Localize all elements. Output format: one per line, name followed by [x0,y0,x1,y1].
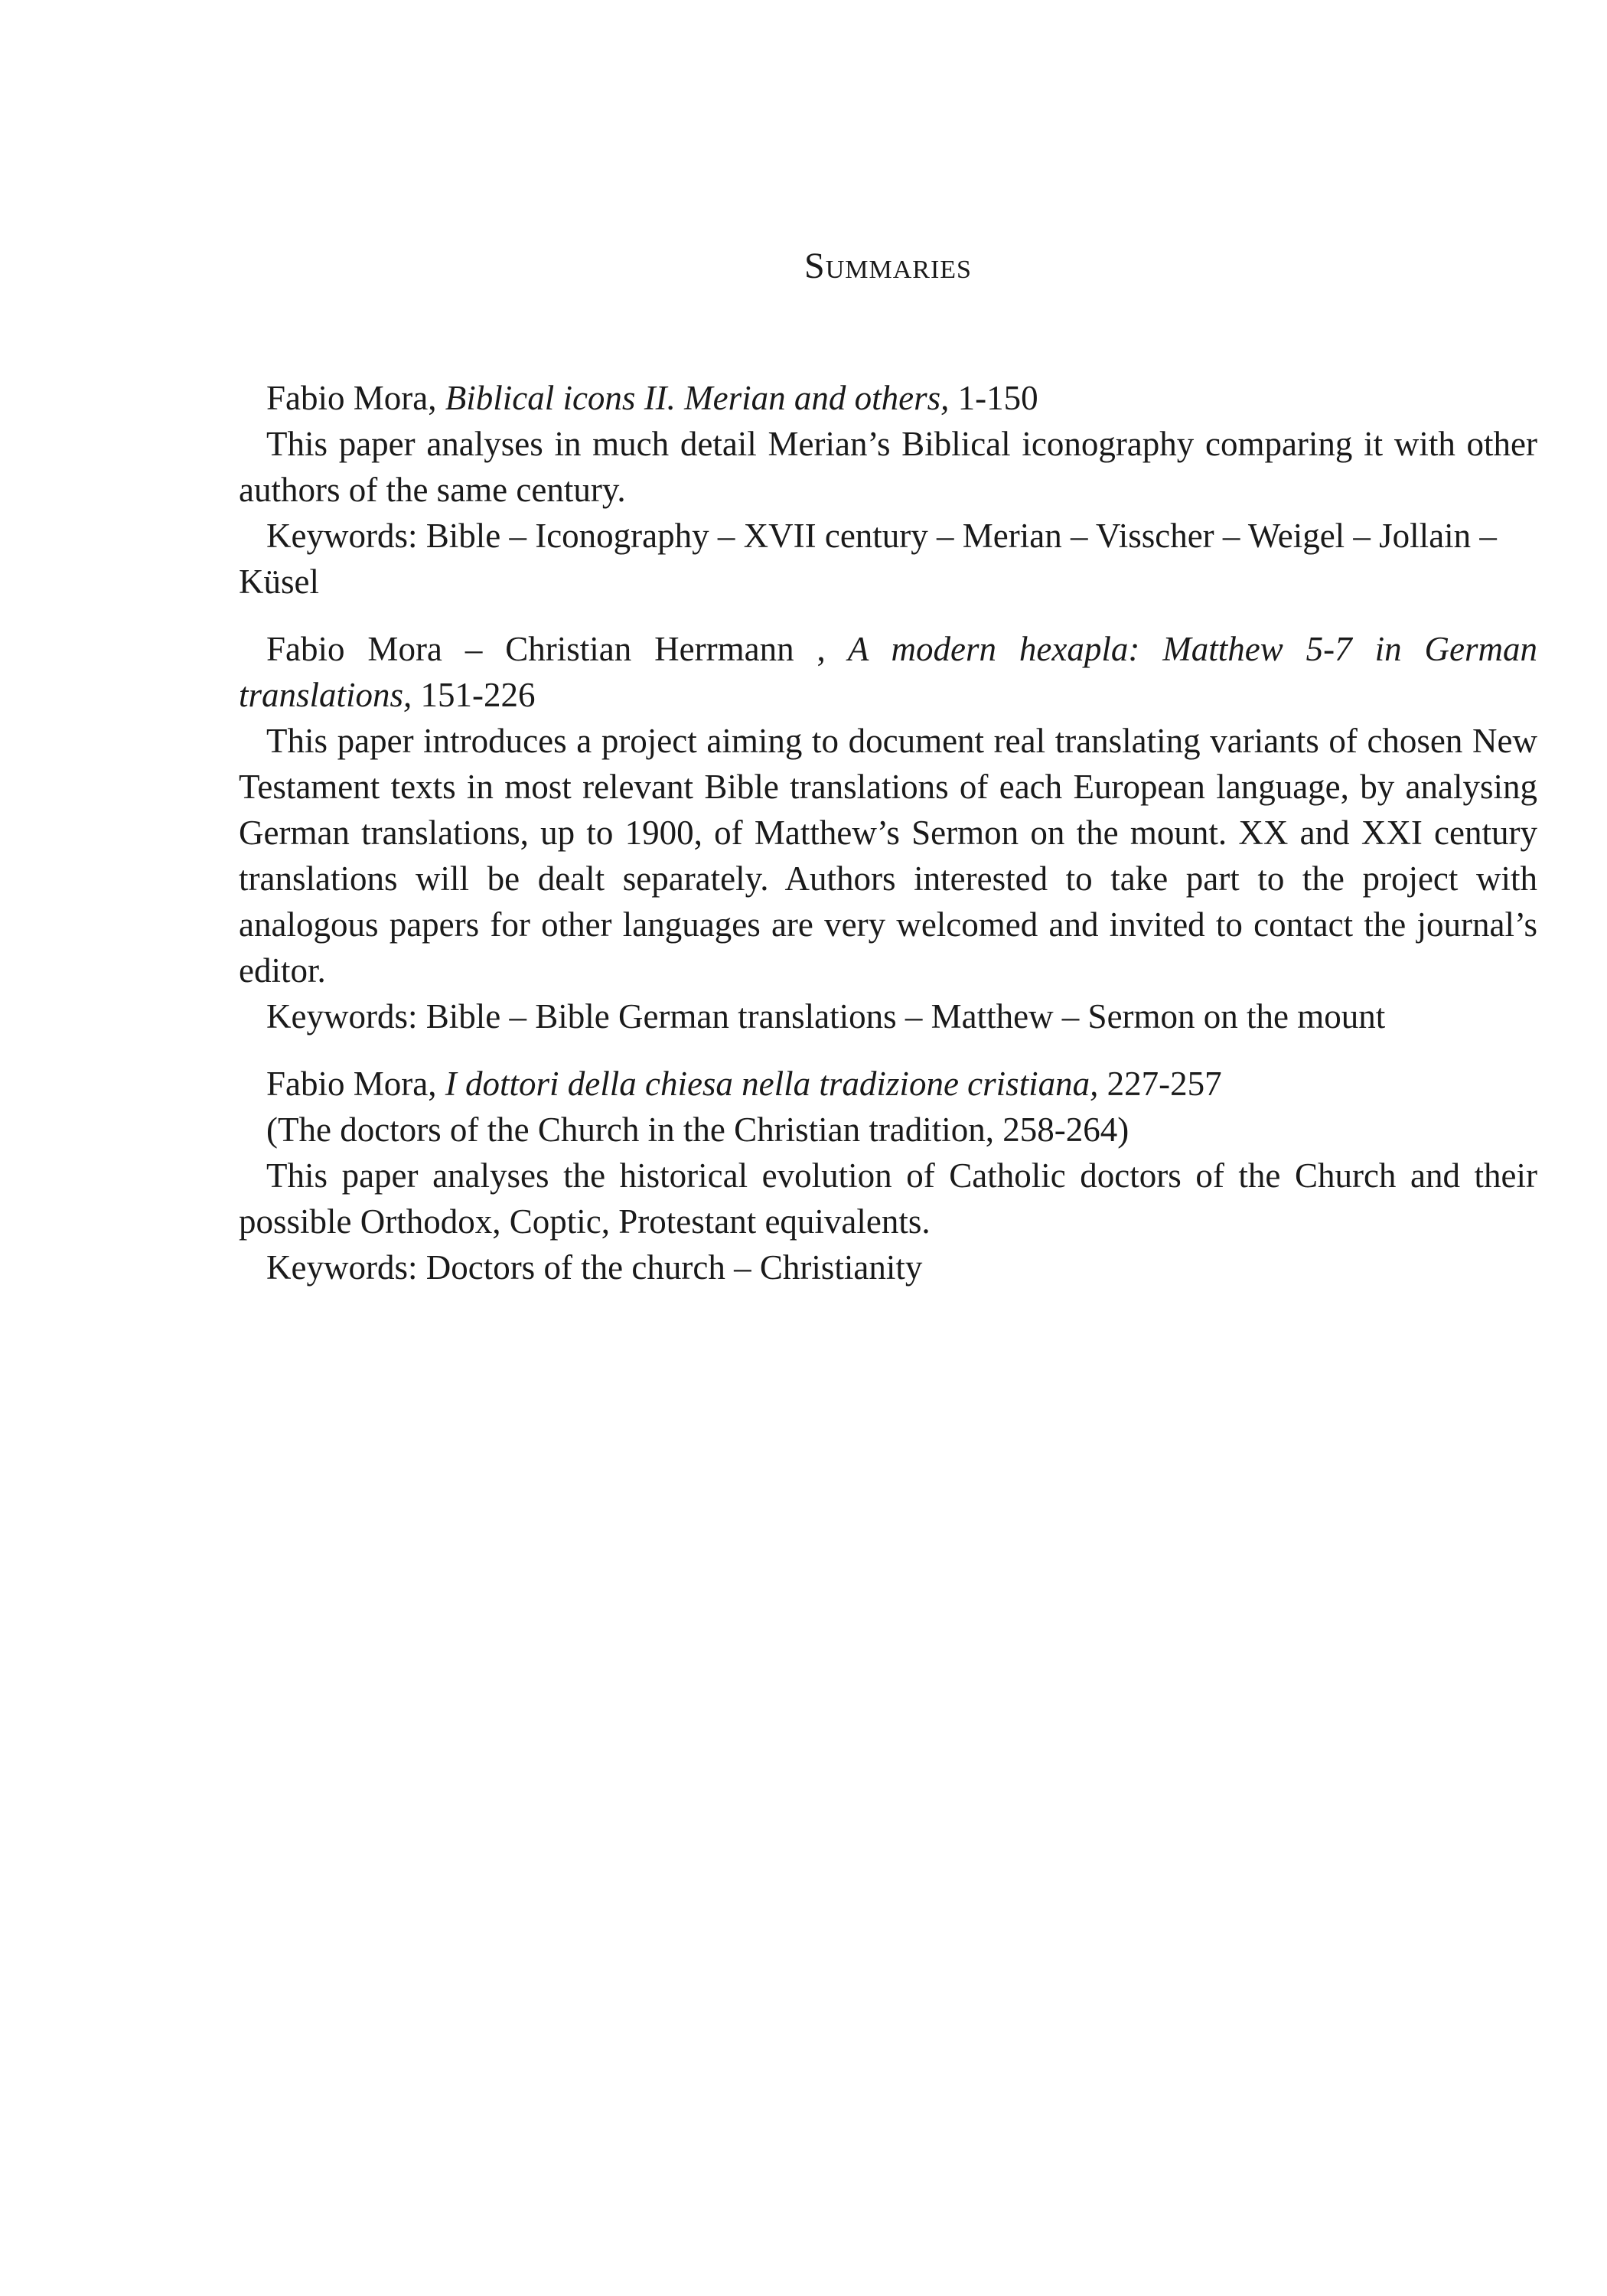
author-name: Fabio Mora, [266,1065,437,1103]
article-title: Biblical icons II. Merian and others, [445,379,950,417]
keywords-line: Keywords: Bible – Bible German translations – Matthew – Sermon on the mount [266,997,1386,1035]
author-name: Fabio Mora – Christian Herrmann , [266,630,826,668]
keywords-line: Keywords: Bible – Iconography – XVII century – Merian – Visscher – Weigel – Jollain – Küsel [239,517,1497,601]
article-title: I dottori della chiesa nella tradizione cristiana, [436,1065,1099,1103]
summary-entry-3 [239,1061,1537,1290]
summaries-list [239,375,1537,1312]
summary-entry-2 [239,626,1537,1039]
abstract-text: This paper introduces a project aiming to document real translating variants of chosen New Testament texts in most relevant Bible translations of each European language, by analysing German translations, up to 1900, of Matthew’s Sermon on the mount. XX and XXI century translations will be dealt separately. Authors interested to take part to the project with analogous papers for other languages are very welcomed and invited to contact the journal’s editor. [239,722,1537,990]
keywords-line: Keywords: Doctors of the church – Christianity [266,1248,923,1287]
summary-entry-1 [239,375,1537,605]
citation-line [239,375,1537,421]
page-range: 227-257 [1098,1065,1222,1103]
translated-title: (The doctors of the Church in the Christian tradition, 258-264) [266,1110,1129,1149]
citation-line [239,1061,1537,1107]
abstract-text: This paper analyses in much detail Merian’s Biblical iconography comparing it with other authors of the same century. [239,425,1537,509]
author-name: Fabio Mora, [266,379,437,417]
article-title: A modern hexapla: Matthew 5-7 in German translations, [239,630,1537,714]
page-range: 151-226 [412,676,536,714]
page-range: 1-150 [949,379,1038,417]
page-heading: Summaries [804,246,972,286]
citation-line [239,626,1537,718]
page [239,0,1537,2296]
abstract-text: This paper analyses the historical evolution of Catholic doctors of the Church and their possible Orthodox, Coptic, Protestant equivalents. [239,1156,1537,1241]
